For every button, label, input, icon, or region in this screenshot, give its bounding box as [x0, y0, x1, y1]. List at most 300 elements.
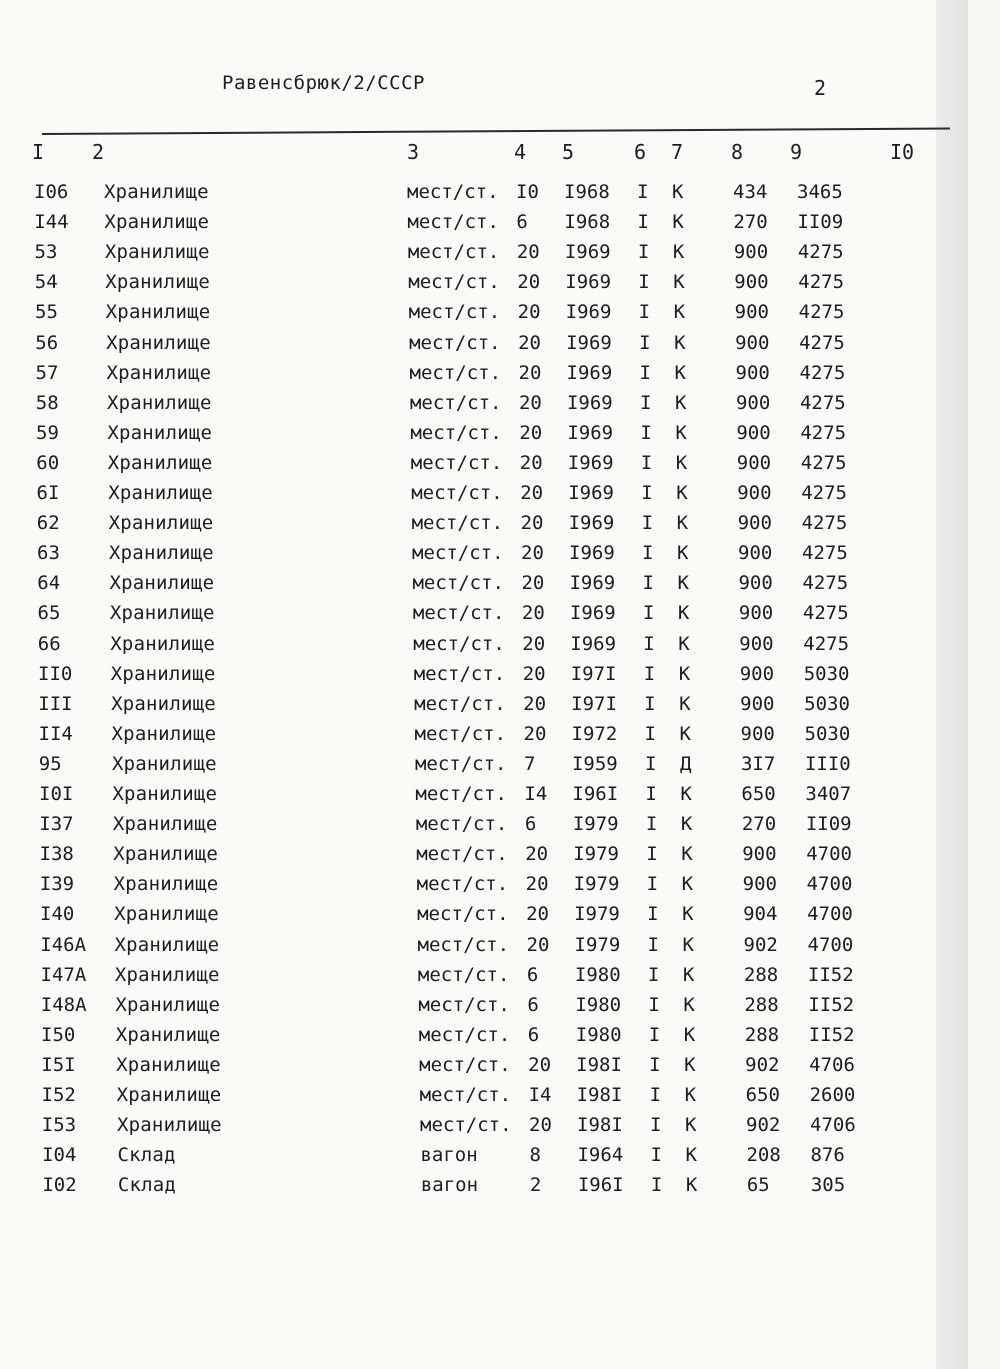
- year-cell: I968: [564, 181, 610, 203]
- column-header-8: 8: [731, 140, 744, 164]
- unit-cell: мест/ст.: [417, 933, 510, 956]
- volume-cell: 4275: [802, 602, 849, 625]
- category-cell: I: [645, 813, 658, 836]
- year-cell: I969: [566, 391, 613, 414]
- unit-cell: мест/ст.: [420, 1114, 512, 1137]
- area-cell: 900: [735, 391, 771, 414]
- year-cell: I969: [569, 542, 615, 565]
- area-cell: 900: [742, 843, 777, 866]
- type-cell: К: [676, 482, 688, 504]
- volume-cell: II52: [808, 993, 855, 1016]
- category-cell: I: [637, 181, 649, 203]
- unit-cell: мест/ст.: [410, 421, 502, 444]
- year-cell: I98I: [576, 1084, 623, 1106]
- object-name-cell: Хранилище: [109, 542, 214, 565]
- area-cell: 270: [733, 211, 768, 234]
- unit-cell: мест/ст.: [408, 271, 500, 294]
- unit-cell: мест/ст.: [417, 903, 509, 926]
- area-cell: 65: [746, 1174, 770, 1197]
- unit-cell: мест/ст.: [407, 241, 500, 264]
- object-name-cell: Хранилище: [110, 662, 216, 685]
- table-row: [0, 1114, 968, 1144]
- object-name-cell: Хранилище: [116, 1084, 222, 1106]
- category-cell: I: [640, 421, 652, 444]
- area-cell: 900: [739, 662, 775, 685]
- category-cell: I: [637, 241, 650, 264]
- category-cell: I: [648, 993, 660, 1016]
- volume-cell: 4275: [799, 331, 845, 354]
- unit-cell: мест/ст.: [418, 1023, 511, 1046]
- category-cell: I: [645, 783, 657, 805]
- category-cell: I: [637, 211, 649, 234]
- capacity-cell: 6: [526, 963, 539, 986]
- table-row: [0, 602, 968, 632]
- object-id-cell: I38: [39, 843, 74, 866]
- object-name-cell: Хранилище: [115, 993, 221, 1016]
- year-cell: I979: [573, 873, 620, 896]
- category-cell: I: [642, 572, 654, 595]
- category-cell: I: [646, 873, 659, 896]
- unit-cell: мест/ст.: [414, 692, 506, 715]
- volume-cell: 4700: [807, 903, 853, 926]
- type-cell: К: [678, 632, 690, 655]
- object-id-cell: I37: [39, 813, 74, 836]
- volume-cell: II52: [808, 1023, 855, 1046]
- category-cell: I: [644, 692, 656, 715]
- year-cell: I969: [565, 271, 612, 294]
- unit-cell: мест/ст.: [419, 1084, 512, 1106]
- area-cell: 3I7: [740, 752, 776, 775]
- category-cell: I: [638, 271, 650, 294]
- object-name-cell: Хранилище: [112, 813, 218, 836]
- capacity-cell: 20: [517, 301, 541, 324]
- type-cell: К: [674, 331, 686, 354]
- area-cell: 900: [734, 301, 769, 324]
- volume-cell: 4275: [802, 572, 849, 595]
- object-name-cell: Хранилище: [105, 271, 211, 294]
- year-cell: I979: [574, 903, 620, 926]
- capacity-cell: 20: [518, 391, 542, 414]
- area-cell: 650: [741, 783, 776, 805]
- table-row: [0, 1054, 968, 1084]
- area-cell: 904: [743, 903, 778, 926]
- area-cell: 208: [746, 1144, 781, 1167]
- table-row: [0, 934, 968, 964]
- object-id-cell: I53: [41, 1114, 77, 1137]
- unit-cell: мест/ст.: [414, 752, 507, 775]
- area-cell: 900: [742, 873, 777, 896]
- year-cell: I969: [567, 421, 614, 444]
- object-id-cell: III: [38, 692, 73, 715]
- table-row: [0, 392, 968, 422]
- volume-cell: II09: [797, 211, 844, 234]
- volume-cell: 876: [810, 1144, 845, 1167]
- object-id-cell: 56: [35, 331, 59, 354]
- area-cell: 270: [741, 813, 777, 836]
- table-row: [0, 271, 968, 301]
- type-cell: Д: [679, 752, 692, 775]
- object-id-cell: I50: [41, 1023, 76, 1046]
- header-rule: [42, 127, 950, 135]
- column-header-9: 9: [790, 140, 803, 164]
- year-cell: I979: [574, 933, 621, 956]
- area-cell: 900: [740, 722, 775, 745]
- object-name-cell: Хранилище: [112, 783, 218, 805]
- type-cell: К: [672, 181, 684, 203]
- category-cell: I: [647, 903, 659, 926]
- capacity-cell: 20: [521, 602, 545, 625]
- object-id-cell: I39: [39, 873, 75, 896]
- volume-cell: II52: [807, 963, 854, 986]
- object-name-cell: Хранилище: [115, 1023, 221, 1046]
- object-name-cell: Хранилище: [104, 211, 210, 234]
- year-cell: I964: [577, 1144, 624, 1167]
- capacity-cell: 20: [522, 662, 546, 685]
- area-cell: 900: [733, 241, 769, 264]
- volume-cell: 5030: [804, 722, 851, 745]
- volume-cell: 4275: [801, 482, 847, 504]
- type-cell: К: [676, 512, 689, 535]
- type-cell: К: [675, 451, 688, 474]
- capacity-cell: I4: [524, 783, 548, 805]
- table-row: [0, 572, 968, 602]
- object-id-cell: I40: [40, 903, 75, 926]
- year-cell: I979: [572, 813, 619, 836]
- volume-cell: 4275: [799, 361, 846, 384]
- category-cell: I: [642, 542, 654, 565]
- capacity-cell: I4: [528, 1084, 552, 1106]
- year-cell: I97I: [570, 662, 617, 685]
- object-id-cell: 60: [36, 451, 60, 474]
- type-cell: К: [683, 993, 695, 1016]
- object-id-cell: I48A: [40, 993, 87, 1016]
- area-cell: 902: [743, 933, 778, 956]
- type-cell: К: [675, 421, 687, 444]
- object-id-cell: 63: [37, 542, 60, 565]
- type-cell: К: [680, 813, 693, 836]
- object-id-cell: 57: [35, 361, 59, 384]
- table-row: [0, 783, 968, 813]
- type-cell: К: [685, 1144, 697, 1167]
- unit-cell: мест/ст.: [418, 993, 510, 1016]
- volume-cell: 4275: [800, 451, 847, 474]
- object-name-cell: Хранилище: [113, 843, 218, 866]
- category-cell: I: [644, 722, 656, 745]
- object-name-cell: Хранилище: [106, 331, 211, 354]
- volume-cell: 4700: [806, 873, 853, 896]
- object-id-cell: 66: [37, 632, 61, 655]
- year-cell: I969: [569, 572, 616, 595]
- area-cell: 902: [745, 1053, 780, 1076]
- type-cell: К: [678, 662, 691, 685]
- type-cell: К: [684, 1084, 697, 1106]
- unit-cell: мест/ст.: [415, 813, 508, 836]
- category-cell: I: [650, 1174, 663, 1197]
- type-cell: К: [672, 211, 684, 234]
- object-name-cell: Склад: [117, 1144, 176, 1167]
- volume-cell: 4700: [806, 843, 852, 866]
- capacity-cell: 20: [523, 692, 547, 715]
- object-id-cell: I5I: [41, 1053, 76, 1076]
- unit-cell: мест/ст.: [415, 783, 507, 805]
- volume-cell: II09: [805, 813, 852, 836]
- table-row: [0, 332, 968, 362]
- area-cell: 902: [746, 1114, 781, 1137]
- year-cell: I98I: [576, 1053, 622, 1076]
- area-cell: 288: [744, 1023, 780, 1046]
- table-row: [0, 723, 968, 753]
- year-cell: I979: [573, 843, 619, 866]
- volume-cell: 4275: [799, 391, 846, 414]
- capacity-cell: 20: [525, 843, 549, 866]
- object-name-cell: Хранилище: [107, 421, 213, 444]
- unit-cell: вагон: [420, 1174, 479, 1197]
- year-cell: I980: [574, 963, 621, 986]
- table-row: [0, 873, 968, 903]
- category-cell: I: [641, 482, 653, 504]
- area-cell: 900: [740, 692, 775, 715]
- object-name-cell: Хранилище: [110, 632, 216, 655]
- object-id-cell: I46A: [40, 933, 87, 956]
- unit-cell: мест/ст.: [416, 843, 508, 866]
- table-row: [0, 813, 968, 843]
- capacity-cell: 20: [523, 722, 547, 745]
- category-cell: I: [647, 963, 660, 986]
- unit-cell: мест/ст.: [407, 211, 499, 234]
- unit-cell: мест/ст.: [411, 482, 503, 504]
- year-cell: I98I: [577, 1114, 623, 1137]
- year-cell: I968: [564, 211, 611, 234]
- area-cell: 288: [743, 963, 779, 986]
- type-cell: К: [673, 271, 685, 294]
- volume-cell: 4275: [801, 512, 848, 535]
- year-cell: I969: [564, 241, 611, 264]
- category-cell: I: [639, 391, 652, 414]
- object-name-cell: Хранилище: [114, 933, 220, 956]
- type-cell: К: [674, 361, 686, 384]
- column-header-2: 2: [92, 140, 105, 164]
- capacity-cell: 6: [516, 211, 528, 234]
- category-cell: I: [640, 451, 653, 474]
- volume-cell: III0: [804, 752, 851, 775]
- capacity-cell: 20: [520, 512, 544, 535]
- unit-cell: мест/ст.: [409, 391, 502, 414]
- volume-cell: 4275: [803, 632, 850, 655]
- type-cell: К: [685, 1174, 698, 1197]
- category-cell: I: [650, 1114, 662, 1137]
- object-id-cell: I02: [42, 1174, 77, 1197]
- area-cell: 900: [737, 512, 772, 535]
- volume-cell: 4700: [807, 933, 854, 956]
- object-id-cell: 6I: [36, 482, 60, 504]
- type-cell: К: [677, 602, 690, 625]
- object-id-cell: 54: [34, 271, 58, 294]
- object-name-cell: Хранилище: [111, 722, 217, 745]
- volume-cell: 4706: [810, 1114, 856, 1137]
- object-name-cell: Хранилище: [105, 301, 211, 324]
- document-title: Равенсбрюк/2/СССР: [222, 72, 425, 94]
- table-row: [0, 362, 968, 392]
- unit-cell: мест/ст.: [416, 873, 509, 896]
- object-name-cell: Хранилище: [114, 903, 219, 926]
- capacity-cell: 20: [519, 421, 543, 444]
- column-header-7: 7: [671, 140, 684, 164]
- table-row: [0, 301, 968, 331]
- object-id-cell: 58: [35, 391, 59, 414]
- unit-cell: мест/ст.: [412, 572, 504, 595]
- capacity-cell: 20: [529, 1114, 552, 1137]
- column-header-6: 6: [634, 140, 647, 164]
- category-cell: I: [643, 632, 655, 655]
- volume-cell: 4275: [798, 301, 845, 324]
- year-cell: I969: [569, 602, 616, 625]
- area-cell: 900: [735, 361, 770, 384]
- object-name-cell: Хранилище: [108, 512, 214, 535]
- category-cell: I: [639, 331, 651, 354]
- object-name-cell: Хранилище: [113, 873, 219, 896]
- type-cell: К: [677, 572, 689, 595]
- table-row: [0, 964, 968, 994]
- volume-cell: 4706: [809, 1053, 855, 1076]
- unit-cell: мест/ст.: [410, 451, 503, 474]
- column-header-10: I0: [890, 140, 915, 164]
- table-row: [0, 1024, 968, 1054]
- page-number: 2: [814, 76, 827, 100]
- capacity-cell: 6: [527, 993, 539, 1016]
- capacity-cell: 6: [524, 813, 537, 836]
- unit-cell: мест/ст.: [409, 331, 501, 354]
- table-row: [0, 482, 968, 512]
- table-row: [0, 1174, 968, 1204]
- type-cell: К: [673, 301, 686, 324]
- object-id-cell: II4: [38, 722, 73, 745]
- capacity-cell: 20: [526, 933, 550, 956]
- object-name-cell: Хранилище: [106, 391, 212, 414]
- column-header-3: 3: [407, 140, 420, 164]
- capacity-cell: 2: [529, 1174, 542, 1197]
- object-id-cell: I0I: [39, 783, 74, 805]
- object-id-cell: II0: [38, 662, 73, 685]
- object-id-cell: I04: [42, 1144, 77, 1167]
- type-cell: К: [679, 692, 691, 715]
- column-header-5: 5: [562, 140, 575, 164]
- object-id-cell: 95: [38, 752, 62, 775]
- table-row: [0, 512, 968, 542]
- volume-cell: 5030: [804, 692, 850, 715]
- object-name-cell: Хранилище: [114, 963, 220, 986]
- area-cell: 900: [737, 482, 772, 504]
- type-cell: К: [682, 903, 694, 926]
- type-cell: К: [680, 783, 692, 805]
- category-cell: I: [638, 301, 651, 324]
- year-cell: I969: [568, 482, 614, 504]
- unit-cell: мест/ст.: [419, 1053, 511, 1076]
- year-cell: I969: [570, 632, 617, 655]
- type-cell: К: [682, 963, 695, 986]
- year-cell: I97I: [571, 692, 617, 715]
- capacity-cell: 20: [525, 873, 549, 896]
- object-name-cell: Хранилище: [106, 361, 212, 384]
- year-cell: I969: [565, 301, 612, 324]
- object-name-cell: Хранилище: [117, 1114, 222, 1137]
- object-id-cell: 65: [37, 602, 61, 625]
- area-cell: 288: [744, 993, 779, 1016]
- type-cell: К: [674, 391, 687, 414]
- capacity-cell: I0: [516, 181, 539, 203]
- area-cell: 650: [745, 1084, 780, 1106]
- volume-cell: 4275: [800, 421, 847, 444]
- table-row: [0, 1144, 968, 1174]
- area-cell: 900: [738, 602, 774, 625]
- type-cell: К: [685, 1114, 697, 1137]
- volume-cell: 305: [810, 1174, 846, 1197]
- object-name-cell: Хранилище: [111, 752, 217, 775]
- volume-cell: 3465: [797, 181, 843, 203]
- year-cell: I969: [566, 331, 612, 354]
- type-cell: К: [684, 1053, 696, 1076]
- unit-cell: мест/ст.: [413, 662, 506, 685]
- object-name-cell: Хранилище: [108, 482, 213, 504]
- object-id-cell: I52: [41, 1084, 76, 1106]
- area-cell: 900: [738, 542, 773, 565]
- table-row: [0, 452, 968, 482]
- table-row: [0, 542, 968, 572]
- table-row: [0, 903, 968, 933]
- object-name-cell: Хранилище: [107, 451, 213, 474]
- capacity-cell: 20: [520, 482, 544, 504]
- category-cell: I: [649, 1084, 662, 1106]
- area-cell: 900: [736, 421, 771, 444]
- object-name-cell: Склад: [117, 1174, 177, 1197]
- table-row: [0, 211, 968, 241]
- capacity-cell: 8: [529, 1144, 541, 1167]
- table-row: [0, 693, 968, 723]
- type-cell: К: [679, 722, 691, 745]
- capacity-cell: 20: [519, 451, 543, 474]
- table-row: [0, 633, 968, 663]
- unit-cell: вагон: [420, 1144, 478, 1167]
- capacity-cell: 20: [518, 331, 541, 354]
- object-id-cell: 59: [36, 421, 59, 444]
- object-name-cell: Хранилище: [116, 1053, 221, 1076]
- column-header-4: 4: [514, 140, 527, 164]
- table-row: [0, 422, 968, 452]
- year-cell: I969: [566, 361, 613, 384]
- area-cell: 900: [738, 572, 773, 595]
- object-id-cell: I06: [34, 181, 69, 203]
- capacity-cell: 20: [521, 542, 544, 565]
- unit-cell: мест/ст.: [413, 632, 505, 655]
- table-row: [0, 181, 968, 211]
- table-row: [0, 994, 968, 1024]
- unit-cell: мест/ст.: [407, 181, 499, 203]
- capacity-cell: 20: [521, 572, 545, 595]
- year-cell: I980: [575, 993, 622, 1016]
- category-cell: I: [650, 1144, 662, 1167]
- capacity-cell: 6: [527, 1023, 540, 1046]
- year-cell: I972: [571, 722, 618, 745]
- object-name-cell: Хранилище: [104, 181, 209, 203]
- type-cell: К: [677, 542, 689, 565]
- type-cell: К: [683, 1023, 696, 1046]
- capacity-cell: 20: [528, 1053, 552, 1076]
- object-id-cell: I44: [34, 211, 69, 234]
- object-name-cell: Хранилище: [109, 602, 215, 625]
- volume-cell: 4275: [797, 241, 844, 264]
- category-cell: I: [649, 1053, 661, 1076]
- table-row: [0, 843, 968, 873]
- year-cell: I980: [575, 1023, 622, 1046]
